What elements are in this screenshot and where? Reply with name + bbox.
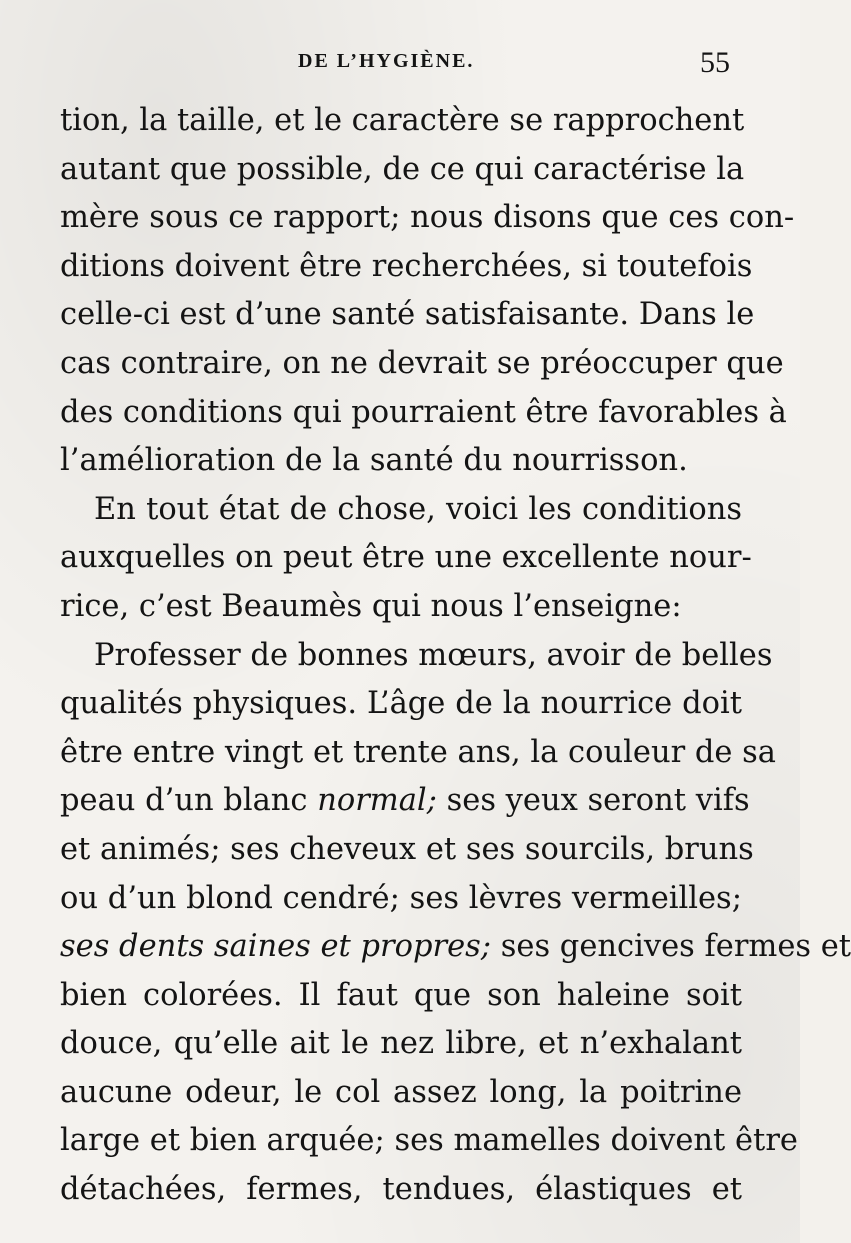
line-text: rice, c’est Beaumès qui nous l’enseigne: (60, 588, 682, 624)
text-line (60, 486, 742, 535)
line-text: bien colorées. Il faut que son haleine soit (60, 977, 742, 1013)
line-text: et animés; ses cheveux et ses sourcils, bruns (60, 831, 754, 867)
line-text: En tout état de chose, voici les conditions (94, 491, 742, 527)
text-line (60, 826, 754, 875)
text-line (60, 437, 742, 486)
italic-text: normal; (317, 783, 437, 819)
line-text: qualités physiques. L’âge de la nourrice doit (60, 686, 742, 722)
page-number: 55 (700, 46, 730, 79)
body-text (60, 97, 851, 1215)
text-line (60, 291, 755, 340)
line-text: auxquelles on peut être une excellente nour- (60, 540, 752, 576)
text-line (60, 777, 750, 826)
line-text: ou d’un blond cendré; ses lèvres vermeilles; (60, 880, 742, 916)
text-line (60, 1166, 742, 1215)
line-text: ses yeux seront vifs (436, 783, 750, 819)
text-line (60, 583, 742, 632)
text-line (60, 972, 742, 1021)
text-line (60, 1020, 742, 1069)
text-line (60, 632, 773, 681)
text-line (60, 389, 787, 438)
line-text: l’amélioration de la santé du nourrisson. (60, 443, 688, 479)
line-text: peau d’un blanc (60, 783, 318, 819)
line-text: douce, qu’elle ait le nez libre, et n’exhalant (60, 1026, 742, 1062)
text-line (60, 146, 745, 195)
italic-text: ses dents saines et propres; (60, 929, 492, 965)
line-text: aucune odeur, le col assez long, la poitrine (60, 1074, 742, 1110)
line-text: être entre vingt et trente ans, la couleur de sa (60, 734, 776, 770)
text-line (60, 194, 795, 243)
line-text: autant que possible, de ce qui caractérise la (60, 151, 745, 187)
text-line (60, 729, 776, 778)
line-text: ses gencives fermes et (491, 929, 851, 965)
text-line (60, 340, 784, 389)
text-line (60, 243, 753, 292)
text-line (60, 875, 742, 924)
line-text: cas contraire, on ne devrait se préoccuper que (60, 345, 784, 381)
line-text: mère sous ce rapport; nous disons que ces con- (60, 200, 795, 236)
text-line (60, 1069, 742, 1118)
text-line (60, 534, 752, 583)
line-text: détachées, fermes, tendues, élastiques et (60, 1172, 742, 1208)
running-header-title: DE L’HYGIÈNE. (298, 50, 475, 72)
text-line (60, 1117, 798, 1166)
line-text: tion, la taille, et le caractère se rapprochent (60, 103, 745, 138)
line-text: large et bien arquée; ses mamelles doivent être (60, 1123, 798, 1159)
line-text: ditions doivent être recherchées, si toutefois (60, 248, 753, 284)
line-text: celle-ci est d’une santé satisfaisante. Dans le (60, 297, 755, 333)
text-line (60, 680, 742, 729)
text-line (60, 923, 851, 972)
text-line (60, 97, 745, 146)
line-text: Professer de bonnes mœurs, avoir de belles (94, 637, 773, 673)
line-text: des conditions qui pourraient être favorables à (60, 394, 787, 430)
